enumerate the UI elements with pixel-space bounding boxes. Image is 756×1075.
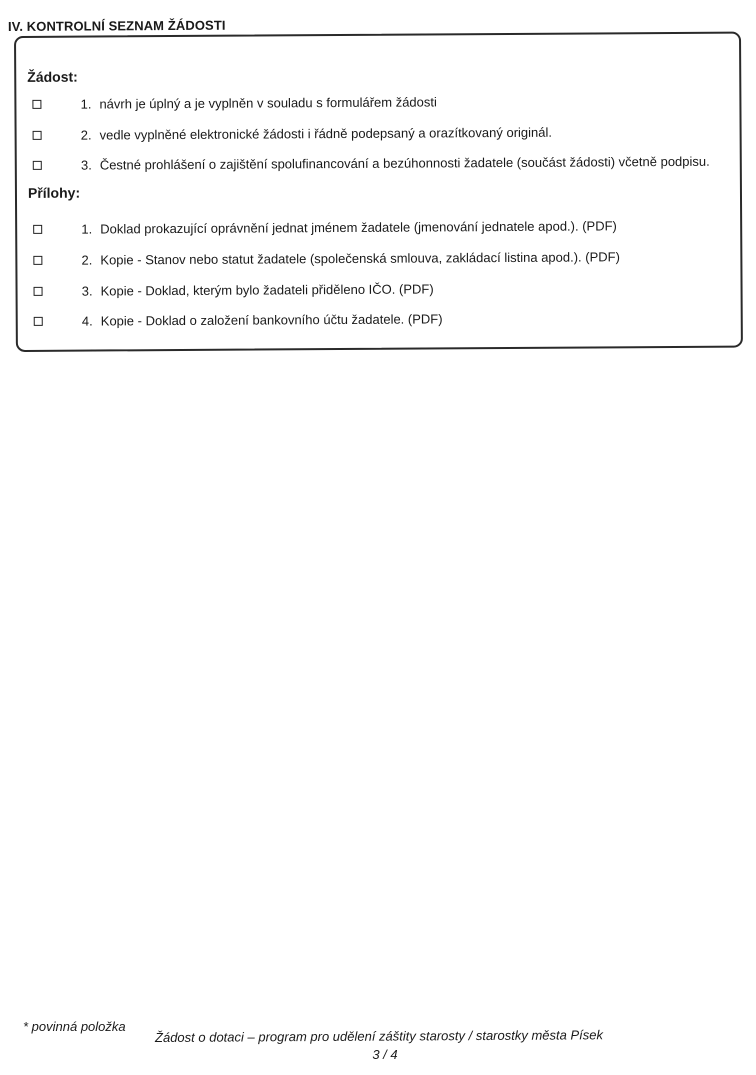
item-number: 1. bbox=[81, 221, 93, 237]
footer-title: Žádost o dotaci – program pro udělení záštity starosty / starostky města Písek bbox=[154, 1027, 604, 1045]
checkbox[interactable] bbox=[33, 255, 42, 264]
item-number: 1. bbox=[80, 96, 92, 112]
checklist-item bbox=[34, 309, 443, 329]
checklist-item bbox=[33, 216, 617, 238]
item-text: vedle vyplněné elektronické žádosti i řádně podepsaný a orazítkovaný originál. bbox=[99, 124, 553, 142]
prilohy-heading: Přílohy: bbox=[27, 184, 81, 201]
checkbox[interactable] bbox=[32, 99, 41, 108]
checkbox[interactable] bbox=[33, 160, 42, 169]
item-number: 3. bbox=[80, 157, 92, 173]
footnote: * povinná položka bbox=[23, 1019, 126, 1034]
checkbox[interactable] bbox=[33, 130, 42, 139]
item-number: 3. bbox=[81, 283, 93, 299]
item-text: Doklad prokazující oprávnění jednat jménem žadatele (jmenování jednatele apod.). (PDF) bbox=[100, 217, 617, 236]
zadost-heading: Žádost: bbox=[27, 68, 78, 85]
item-text: Kopie - Doklad o založení bankovního účtu žadatele. (PDF) bbox=[100, 310, 443, 328]
checkbox[interactable] bbox=[34, 286, 43, 295]
item-text: Kopie - Stanov nebo statut žadatele (společenská smlouva, zakládací listina apod.). (PDF) bbox=[100, 248, 620, 267]
item-number: 4. bbox=[81, 313, 93, 329]
item-number: 2. bbox=[80, 127, 92, 143]
checklist-item bbox=[34, 279, 434, 299]
item-text: Kopie - Doklad, kterým bylo žadateli přiděleno IČO. (PDF) bbox=[100, 280, 434, 298]
item-text: Čestné prohlášení o zajištění spolufinancování a bezúhonnosti žadatele (součást žádosti) včetně podpisu. bbox=[99, 153, 710, 172]
checklist-item bbox=[33, 247, 620, 269]
checklist-item bbox=[33, 123, 552, 144]
item-number: 2. bbox=[81, 252, 93, 268]
checklist-item bbox=[33, 152, 710, 174]
section-heading: IV. KONTROLNÍ SEZNAM ŽÁDOSTI bbox=[7, 17, 226, 34]
checklist-box bbox=[14, 32, 743, 352]
checkbox[interactable] bbox=[34, 316, 43, 325]
checkbox[interactable] bbox=[33, 224, 42, 233]
checklist-item bbox=[32, 92, 437, 112]
item-text: návrh je úplný a je vyplněn v souladu s formulářem žádosti bbox=[99, 93, 437, 111]
page-number: 3 / 4 bbox=[372, 1047, 398, 1062]
